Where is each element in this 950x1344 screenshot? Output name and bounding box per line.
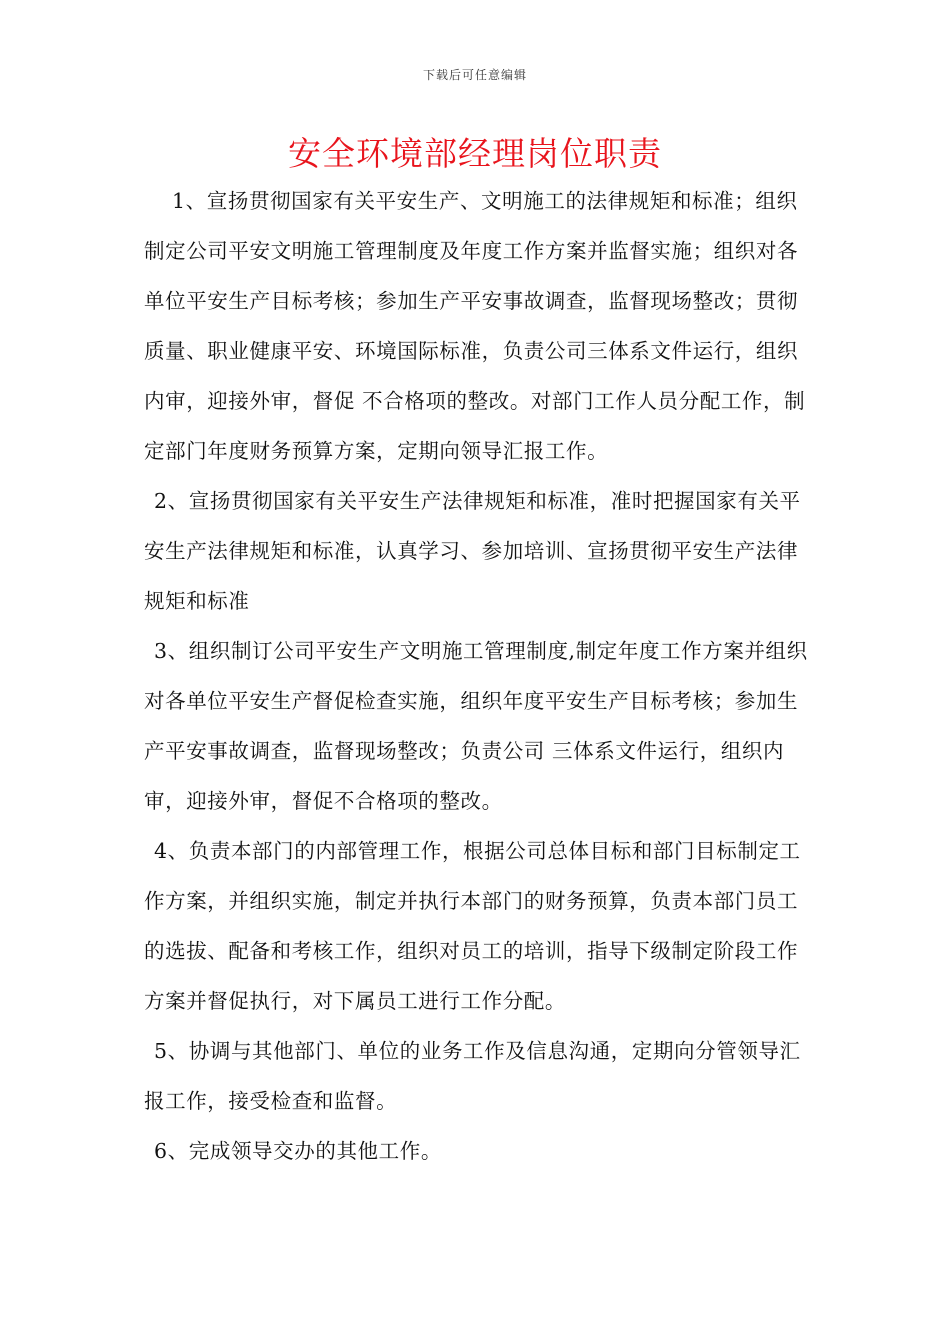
paragraph-4: 4、负责本部门的内部管理工作，根据公司总体目标和部门目标制定工作方案，并组织实施，制定并执行本部门的财务预算，负责本部门员工的选拔、配备和考核工作，组织对员工的培训，指导下级制定阶段工作方案并督促执行，对下属员工进行工作分配。 bbox=[144, 839, 801, 1013]
paragraph-2: 2、宣扬贯彻国家有关平安生产法律规矩和标准，准时把握国家有关平安生产法律规矩和标准，认真学习、参加培训、宣扬贯彻平安生产法律规矩和标准 bbox=[144, 489, 801, 613]
header-note: 下载后可任意编辑 bbox=[422, 68, 527, 82]
page-title: 安全环境部经理岗位职责 bbox=[288, 134, 662, 173]
paragraph-5: 5、协调与其他部门、单位的业务工作及信息沟通，定期向分管领导汇报工作，接受检查和监督。 bbox=[144, 1039, 801, 1113]
paragraph-1: 1、宣扬贯彻国家有关平安生产、文明施工的法律规矩和标准；组织制定公司平安文明施工管理制度及年度工作方案并监督实施；组织对各单位平安生产目标考核；参加生产平安事故调查，监督现场整改；贯彻质量、职业健康平安、环境国际标准，负责公司三体系文件运行，组织内审，迎接外审，督促 不合格项的整改。对部门工作人员分配工作，制定部门年度财务预算方案，定期向领导汇报工作。 bbox=[144, 189, 806, 463]
document-body bbox=[144, 176, 814, 1176]
paragraph-3: 3、组织制订公司平安生产文明施工管理制度,制定年度工作方案并组织对各单位平安生产督促检查实施，组织年度平安生产目标考核；参加生产平安事故调查，监督现场整改；负责公司 三体系文件运行，组织内审，迎接外审，督促不合格项的整改。 bbox=[144, 639, 808, 813]
paragraph-6: 6、完成领导交办的其他工作。 bbox=[154, 1139, 442, 1163]
